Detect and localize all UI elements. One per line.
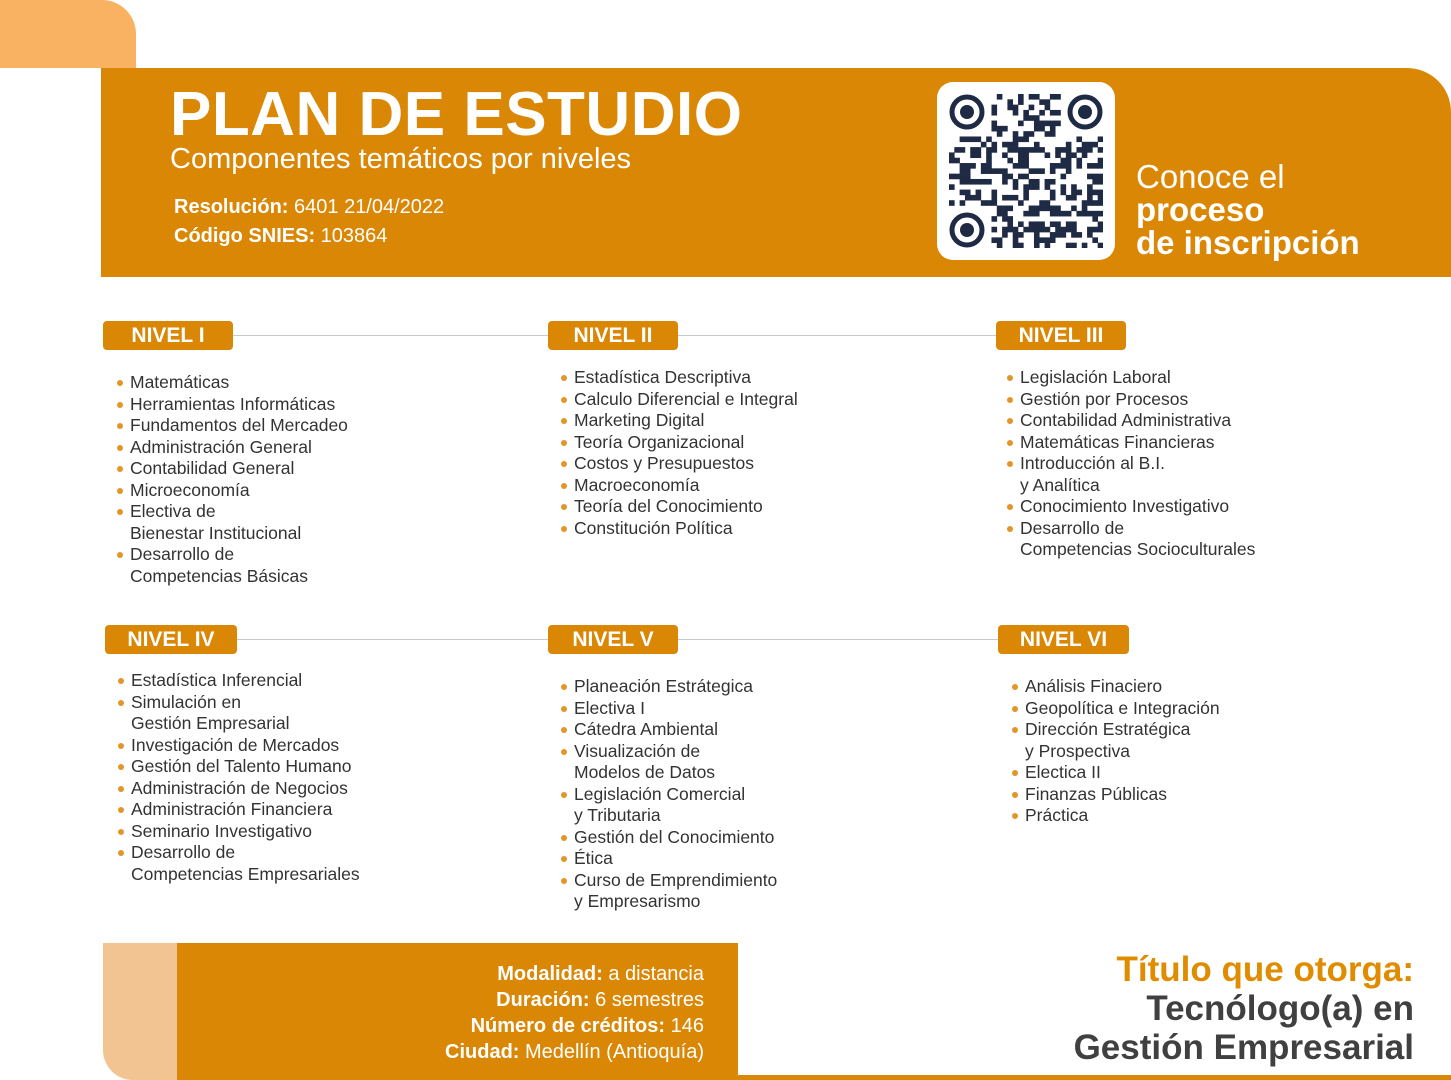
course-item: Planeación Estrátegica [561,676,777,698]
course-item: Curso de Emprendimiento y Empresarismo [561,870,777,913]
qr-code[interactable] [937,82,1115,260]
course-item: Legislación Laboral [1007,367,1255,389]
course-item: Ética [561,848,777,870]
course-item: Investigación de Mercados [118,735,360,757]
course-item: Fundamentos del Mercadeo [117,415,348,437]
course-item: Introducción al B.I. y Analítica [1007,453,1255,496]
course-item: Geopolítica e Integración [1012,698,1220,720]
program-info [445,961,704,1065]
course-item: Seminario Investigativo [118,821,360,843]
course-item: Administración de Negocios [118,778,360,800]
course-item: Gestión por Procesos [1007,389,1255,411]
level-6-badge: NIVEL VI [998,625,1129,654]
duration-label: Duración: [496,989,590,1011]
level-2-course-list [561,367,798,539]
course-item: Simulación en Gestión Empresarial [118,692,360,735]
course-item: Electiva de Bienestar Institucional [117,501,348,544]
level-1-course-list [117,372,348,587]
course-item: Legislación Comercial y Tributaria [561,784,777,827]
course-item: Desarrollo de Competencias Socioculturales [1007,518,1255,561]
credits-label: Número de créditos: [470,1015,666,1037]
city-value: Medellín (Antioquía) [525,1041,704,1063]
snies-value: 103864 [320,225,388,247]
city-line [445,1039,704,1065]
course-item: Matemáticas Financieras [1007,432,1255,454]
course-item: Administración Financiera [118,799,360,821]
modality-value: a distancia [608,963,704,985]
course-item: Electica II [1012,762,1220,784]
course-item: Herramientas Informáticas [117,394,348,416]
level-2-badge: NIVEL II [548,321,678,350]
course-item: Costos y Presupuestos [561,453,798,475]
enrollment-cta[interactable] [1136,160,1360,259]
cta-line-1: Conoce el [1136,158,1285,195]
duration-value: 6 semestres [595,989,704,1011]
course-item: Dirección Estratégica y Prospectiva [1012,719,1220,762]
degree-name-line-1: Tecnólogo(a) en [1146,989,1414,1028]
course-item: Contabilidad Administrativa [1007,410,1255,432]
level-3-course-list [1007,367,1255,561]
course-item: Contabilidad General [117,458,348,480]
course-item: Microeconomía [117,480,348,502]
course-item: Visualización de Modelos de Datos [561,741,777,784]
modality-label: Modalidad: [497,963,603,985]
course-item: Matemáticas [117,372,348,394]
course-item: Marketing Digital [561,410,798,432]
course-item: Gestión del Talento Humano [118,756,360,778]
course-item: Desarrollo de Competencias Básicas [117,544,348,587]
cta-line-3: de inscripción [1136,224,1360,261]
course-item: Calculo Diferencial e Integral [561,389,798,411]
credits-line [445,1013,704,1039]
course-item: Electiva I [561,698,777,720]
course-item: Finanzas Públicas [1012,784,1220,806]
level-1-badge: NIVEL I [103,321,233,350]
course-item: Gestión del Conocimiento [561,827,777,849]
course-item: Conocimiento Investigativo [1007,496,1255,518]
level-4-badge: NIVEL IV [105,625,237,654]
course-item: Macroeconomía [561,475,798,497]
course-item: Cátedra Ambiental [561,719,777,741]
resolution-line [174,194,444,220]
snies-label: Código SNIES: [174,225,316,247]
resolution-value: 6401 21/04/2022 [294,196,445,218]
degree-block [1074,950,1414,1067]
page-title: PLAN DE ESTUDIO [170,80,743,149]
level-3-badge: NIVEL III [996,321,1126,350]
course-item: Práctica [1012,805,1220,827]
snies-line [174,223,387,249]
credits-value: 146 [670,1015,704,1037]
level-4-course-list [118,670,360,885]
level-6-course-list [1012,676,1220,827]
degree-name-line-2: Gestión Empresarial [1073,1028,1414,1067]
qr-code-icon [949,94,1103,248]
course-item: Desarrollo de Competencias Empresariales [118,842,360,885]
course-item: Teoría Organizacional [561,432,798,454]
resolution-label: Resolución: [174,196,289,218]
level-5-course-list [561,676,777,913]
degree-label: Título que otorga: [1116,950,1414,989]
modality-line [445,961,704,987]
cta-line-2: proceso [1136,191,1265,228]
level-5-badge: NIVEL V [548,625,678,654]
duration-line [445,987,704,1013]
bottom-rule [738,1075,1451,1080]
corner-tab-decoration [0,0,136,68]
course-item: Administración General [117,437,348,459]
city-label: Ciudad: [445,1041,520,1063]
course-item: Análisis Finaciero [1012,676,1220,698]
course-item: Teoría del Conocimiento [561,496,798,518]
course-item: Estadística Descriptiva [561,367,798,389]
course-item: Constitución Política [561,518,798,540]
page-subtitle: Componentes temáticos por niveles [170,143,632,175]
course-item: Estadística Inferencial [118,670,360,692]
